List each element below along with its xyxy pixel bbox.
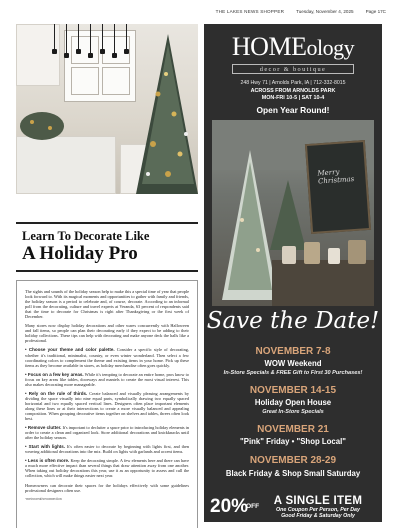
page-header [0, 0, 400, 22]
event-name: WOW Weekend [264, 359, 322, 368]
tip-paragraph [25, 347, 189, 367]
page-number: Page 17C [365, 8, 386, 14]
tip-heading: • Remove clutter. [25, 425, 62, 431]
tip-paragraph [25, 458, 189, 478]
tip-heading: • Choose your theme and color palette. [25, 347, 115, 353]
article-credit: -metrocreativeconnection [25, 496, 62, 501]
homeology-advertisement [204, 24, 382, 522]
event-name: Holiday Open House [254, 398, 332, 407]
logo-main: HOME [231, 32, 307, 61]
tip-text: It's important to declutter a space prior to introducing holiday elements in order to create a clean and organized look. Store additional decorations and knickknacks until after the holiday season. [25, 425, 190, 441]
store-hours: MON-FRI 10-5 | SAT 10-4 [261, 95, 325, 101]
homeology-logo [204, 32, 382, 62]
event-date: NOVEMBER 21 [257, 424, 329, 435]
wreath-icon [18, 102, 66, 142]
save-the-date-heading: Save the Date! [206, 308, 380, 334]
coupon-terms: One Coupon Per Person, Per Day [276, 507, 360, 513]
headline-main: A Holiday Pro [22, 243, 138, 264]
tip-paragraph [25, 425, 189, 440]
store-location-note: ACROSS FROM ARNOLDS PARK [250, 88, 336, 94]
merry-christmas-sign: Merry Christmas [317, 168, 355, 186]
event-detail: In-Store Specials & FREE Gift to First 30 Purchases! [223, 370, 363, 376]
coupon-details [260, 495, 376, 519]
tip-text: Create balanced and visually pleasing arrangements by dividing the space visually into nine equal parts, symbolically drawing two equally spaced horizontal and two equally spaced vertical lines. Designers often place important elements along these lines or at their intersections to create a more visually balanced and appealing composition. When grouping decorative items together on shelves and tables, threes often look best. [25, 390, 189, 422]
article-body [16, 280, 198, 528]
tip-heading: • Less is often more. [25, 458, 70, 464]
coupon-percent: 20% [210, 496, 249, 517]
christmas-tree-icon [128, 34, 198, 194]
logo-suffix: ology [306, 35, 355, 60]
tip-text: It's often easier to decorate by beginning with lights first, and then weaving additional decorations into the mix. Build on lights with garlands and accent items. [25, 444, 189, 455]
open-year-round: Open Year Round! [256, 105, 330, 115]
headline-kicker: Learn To Decorate Like [22, 229, 150, 243]
issue-date: Tuesday, November 4, 2025 [296, 8, 354, 14]
coupon-valid-days: Good Friday & Saturday Only [281, 513, 355, 519]
event-name: Black Friday & Shop Small Saturday [225, 469, 361, 478]
tip-paragraph [25, 391, 189, 421]
publication-name: THE LAKES NEWS SHOPPER [215, 8, 285, 14]
article-paragraph: The sights and sounds of the holiday season help to make this a special time of year that people look forward to. With its magical moments and opportunities to gather with family and friends, the holiday season is a period to celebrate and, of course, decorate. According to an informal poll from the decorating, culture and travel experts at Veranda, 63 percent of respondents said that the time to decorate for Christmas is right after Thanksgiving or the first week of December. [25, 289, 189, 320]
event-detail: Great In-Store Specials [262, 409, 324, 415]
event-date: NOVEMBER 28-29 [249, 455, 337, 466]
tip-text: While it's tempting to decorate an entire home, pros know to focus on key areas like tables, doorways and mantels to create the most visual interest. This also makes decorating more manageable. [25, 371, 189, 387]
logo-tagline: decor & boutique [232, 64, 354, 74]
tip-paragraph [25, 444, 189, 454]
article-closing: Homeowners can decorate their spaces for the holidays effectively with some guidelines professional designers often use. [25, 482, 189, 493]
coupon-off-label: OFF [246, 502, 260, 510]
event-name: "Pink" Friday • "Shop Local" [240, 437, 346, 446]
tip-heading: • Start with lights. [25, 444, 66, 450]
tip-paragraph [25, 372, 189, 387]
coupon-headline: A SINGLE ITEM [273, 495, 363, 507]
coupon-offer [210, 496, 376, 518]
kitchen-christmas-photo [16, 24, 198, 194]
store-display-photo [212, 120, 374, 306]
store-address: 248 Hwy 71 | Arnolds Park, IA | 712-332-8015 [240, 80, 346, 86]
tip-heading: • Focus on a few key areas. [25, 371, 84, 377]
event-date: NOVEMBER 14-15 [249, 385, 337, 396]
tip-text: Consider a specific style of decorating, whether it's traditional, minimalist, country, or even winter wonderland. Then select a few coordinating colors to complement the theme and existing items in your home. Pick up these items as they become available in stores, as holiday merchandise often goes quickly. [25, 347, 189, 368]
article-paragraph: Many stores now display holiday decorations and other wares concurrently with Halloween and fall items, so people can plan their decorating early if they expect to be adding to their holiday collections. These tips can help with decorating and make anyone deck the halls like a professional. [25, 323, 189, 344]
tip-text: Keep the decorating simple. A few elements here and there can have a much more effective impact than several things that draw attention away from one another. When taking out holiday decorations this year, use it as an opportunity to assess and cull the collection, which will make things easier next year. [25, 458, 189, 479]
article-headline [16, 222, 198, 272]
tip-heading: • Rely on the rule of thirds. [25, 390, 88, 396]
article-column [16, 24, 198, 518]
small-tree-icon [268, 180, 308, 250]
event-date: NOVEMBER 7-8 [255, 346, 331, 357]
